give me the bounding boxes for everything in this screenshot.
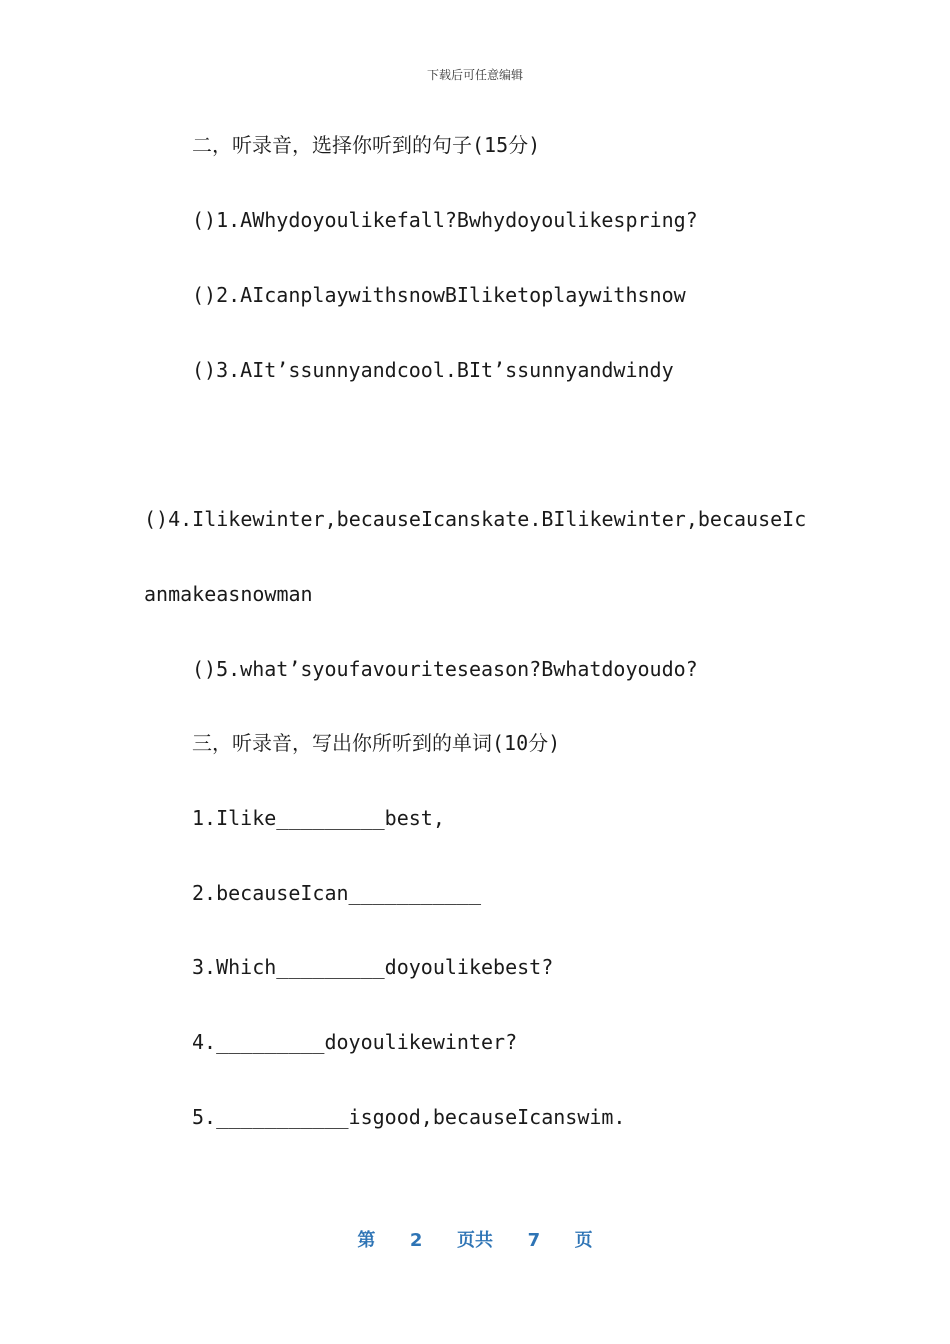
total-pages: 7 [527,1230,541,1251]
fill-in-item: 3.Which_________doyoulikebest? [192,955,554,979]
question-item: ()1.AWhydoyoulikefall?Bwhydoyoulikespring? [192,208,698,232]
question-item: ()4.Ilikewinter,becauseIcanskate.BIlikewinter,becauseIc [144,507,807,531]
page-label: 第 [357,1230,376,1251]
question-item: ()5.what’syoufavouriteseason?Bwhatdoyoudo? [192,657,698,681]
page-footer [0,1226,950,1252]
question-item: ()2.AIcanplaywithsnowBIliketoplaywithsnow [192,283,686,307]
fill-in-item: 1.Ilike_________best, [192,806,445,830]
header-note: 下载后可任意编辑 [426,68,523,82]
fill-in-item: 2.becauseIcan___________ [192,881,481,905]
fill-in-item: 5.___________isgood,becauseIcanswim. [192,1105,626,1129]
fill-in-item: 4._________doyoulikewinter? [192,1030,518,1054]
question-item-continuation: anmakeasnowman [144,582,313,606]
page-unit: 页共 [457,1230,493,1251]
section-2-title: 二，听录音，选择你听到的句子(15分) [192,133,541,157]
page-number: 2 [409,1230,423,1251]
question-item: ()3.AIt’ssunnyandcool.BIt’ssunnyandwindy [192,358,674,382]
section-3-title: 三，听录音，写出你所听到的单词(10分) [192,731,561,755]
total-unit: 页 [574,1230,593,1251]
